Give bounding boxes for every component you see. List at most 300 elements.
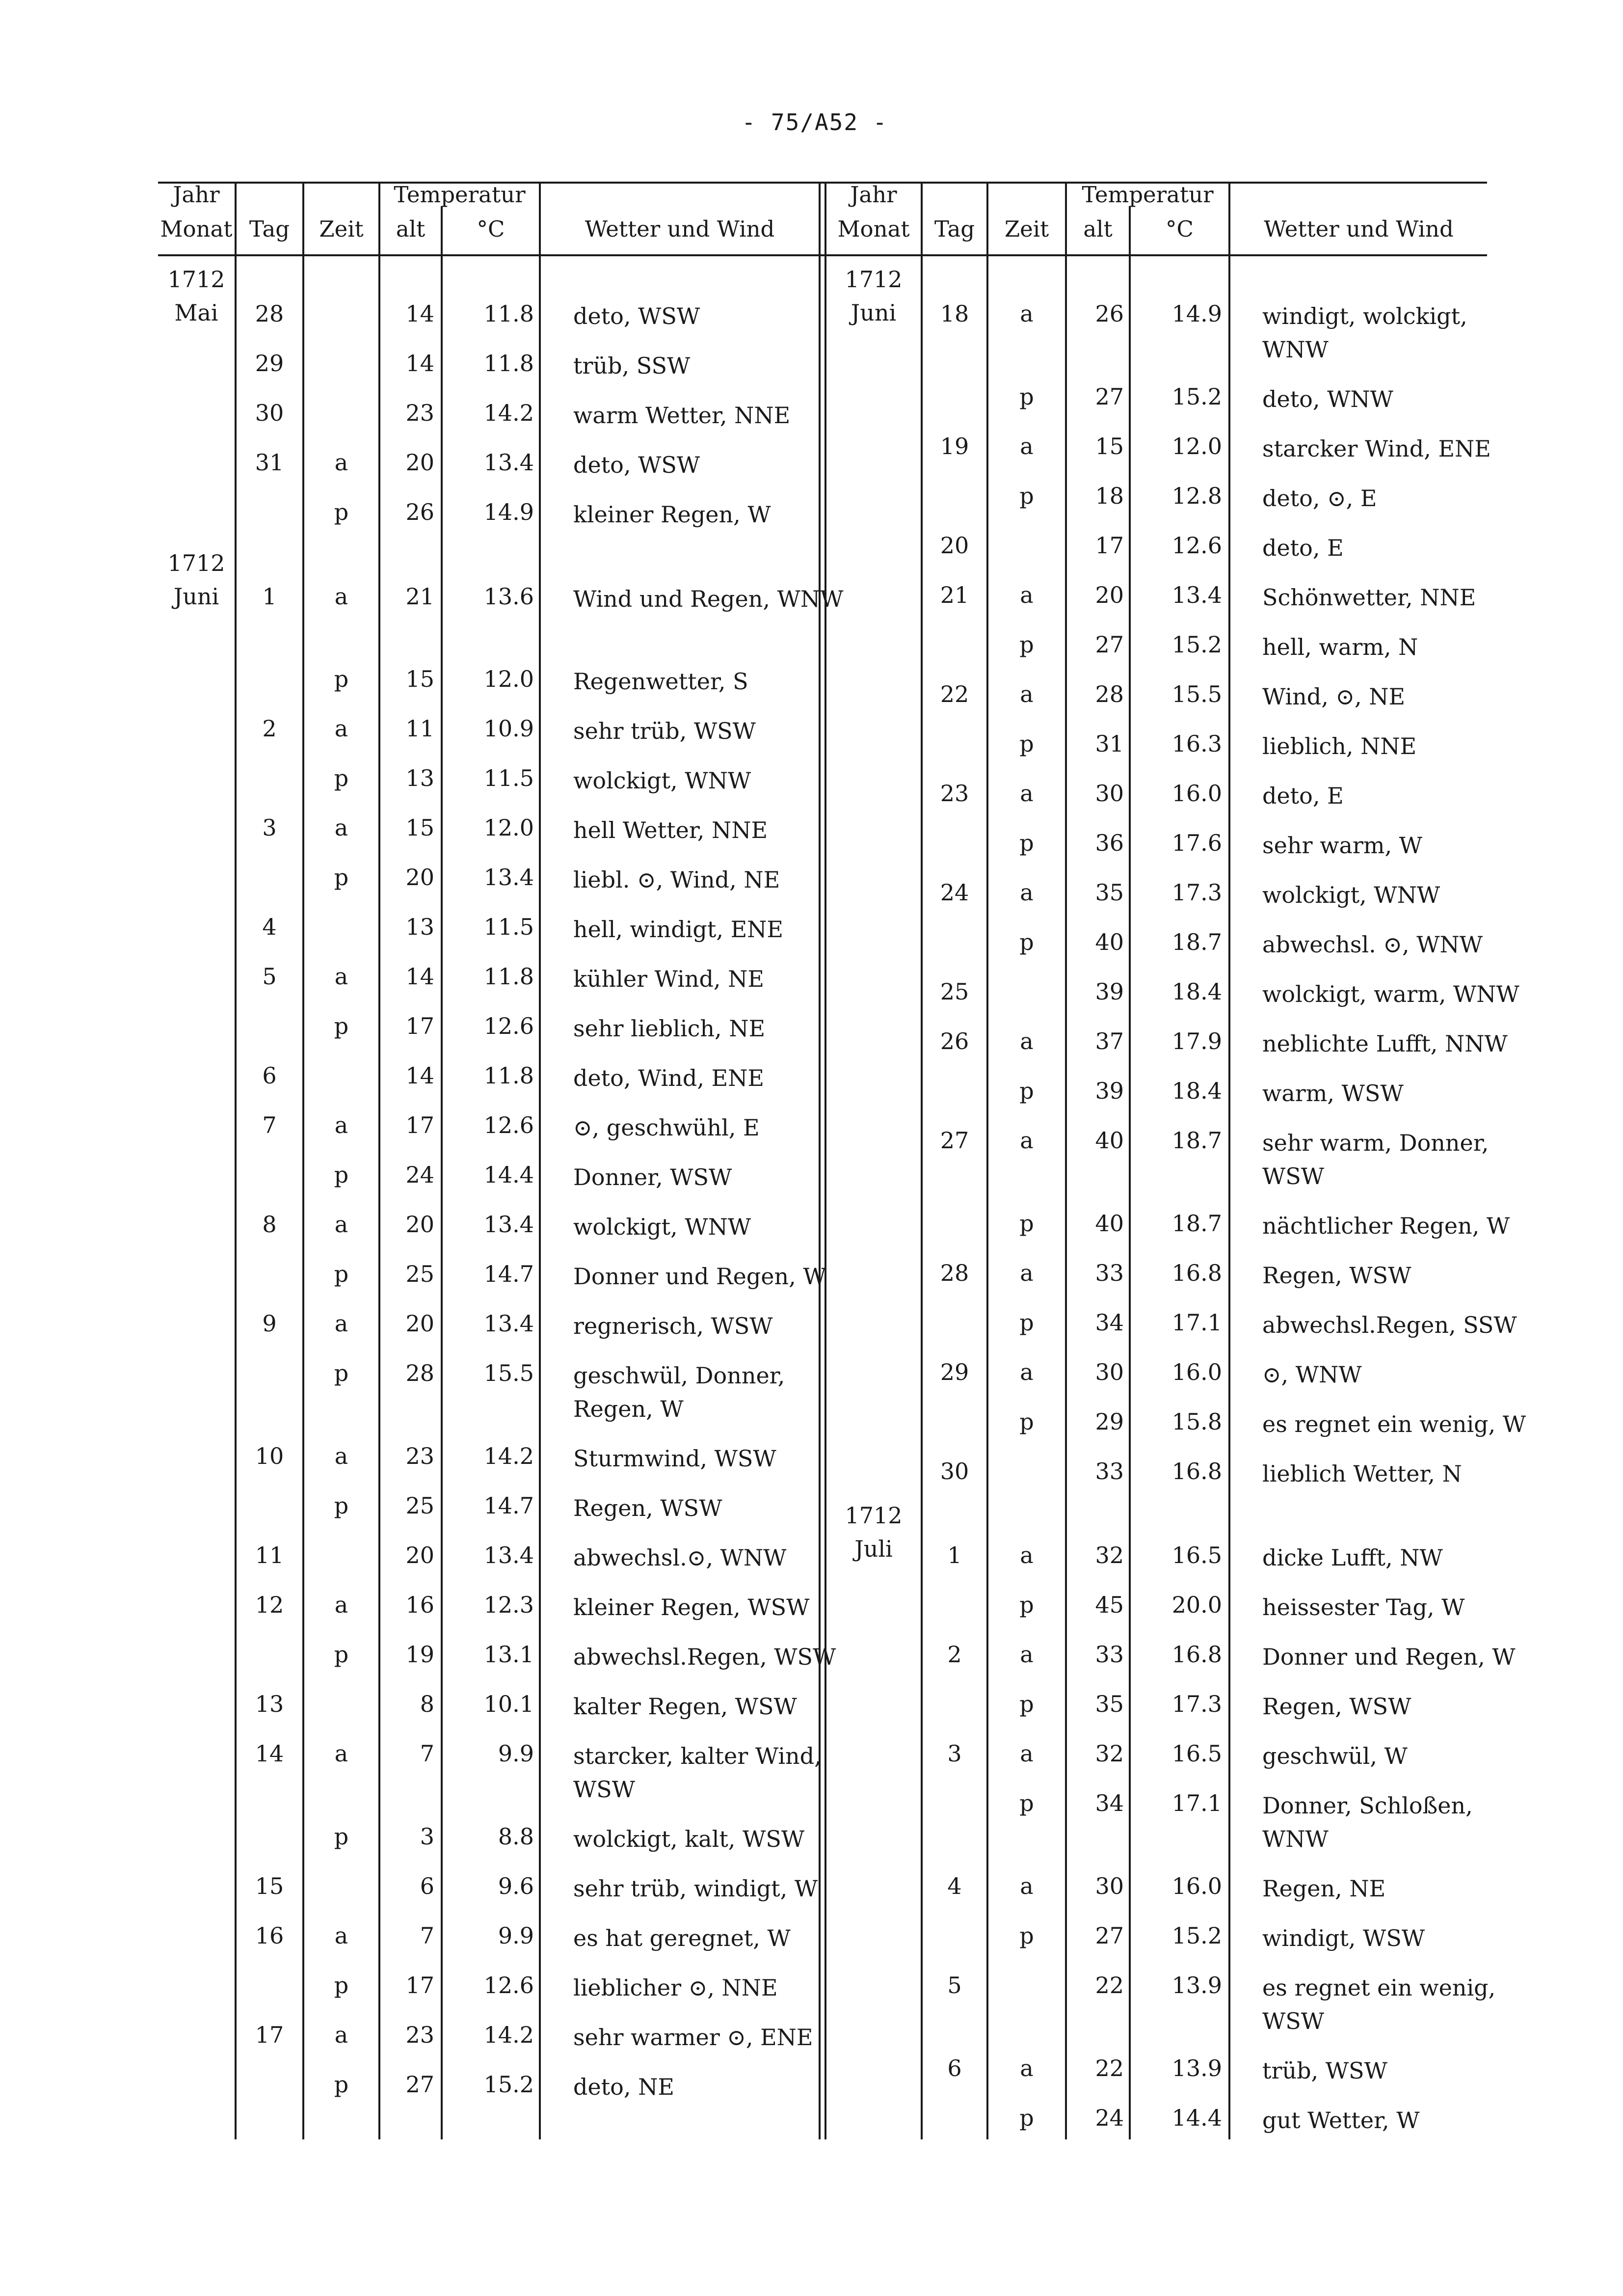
left-zeit-cell: a (334, 715, 348, 742)
right-tag-cell: 25 (940, 978, 969, 1005)
left-temp-celsius-cell: 9.9 (498, 1922, 534, 1949)
left-weather-cell: kleiner Regen, W (573, 501, 771, 528)
right-weather-cell: deto, E (1262, 535, 1344, 561)
header-zeit-right: Zeit (1004, 216, 1049, 242)
right-temp-alt-cell: 15 (1095, 433, 1124, 459)
left-temp-celsius-cell: 15.2 (483, 2071, 534, 2098)
right-zeit-cell: a (1020, 1740, 1034, 1767)
right-temp-alt-cell: 32 (1095, 1542, 1124, 1568)
left-weather-cell: liebl. ⊙, Wind, NE (573, 866, 780, 893)
left-tag-cell: 29 (255, 350, 284, 377)
left-temp-celsius-cell: 12.6 (483, 1972, 534, 1999)
left-zeit-cell: p (334, 1823, 349, 1850)
left-temp-celsius-cell: 12.0 (483, 666, 534, 692)
left-temp-alt-cell: 11 (405, 715, 434, 742)
right-zeit-cell: p (1019, 483, 1034, 509)
right-temp-alt-cell: 29 (1095, 1408, 1124, 1435)
right-weather-cell: windigt, wolckigt, WNW (1262, 303, 1467, 363)
left-temp-celsius-cell: 14.7 (483, 1492, 534, 1519)
left-temp-alt-cell: 21 (405, 583, 434, 610)
right-tag-cell: 6 (947, 2055, 962, 2081)
left-tag-cell: 3 (262, 814, 277, 841)
group-year-left-2: 1712 (167, 550, 225, 576)
right-zeit-cell: p (1019, 1078, 1034, 1104)
left-temp-alt-cell: 13 (405, 914, 434, 940)
left-weather-cell: wolckigt, WNW (573, 767, 751, 794)
right-weather-cell: nächtlicher Regen, W (1262, 1213, 1510, 1239)
header-zeit-left: Zeit (319, 216, 364, 242)
left-temp-alt-cell: 3 (420, 1823, 434, 1850)
left-weather-cell: kleiner Regen, WSW (573, 1594, 810, 1621)
left-tag-cell: 15 (255, 1873, 284, 1899)
left-temp-alt-cell: 6 (420, 1873, 434, 1899)
right-temp-celsius-cell: 17.3 (1171, 879, 1222, 906)
right-zeit-cell: p (1019, 1691, 1034, 1717)
right-temp-alt-cell: 45 (1095, 1592, 1124, 1618)
left-zeit-cell: a (334, 2022, 348, 2048)
right-weather-cell: Schönwetter, NNE (1262, 584, 1476, 611)
left-temp-celsius-cell: 11.5 (483, 765, 534, 791)
right-weather-cell: trüb, WSW (1262, 2057, 1387, 2084)
right-tag-cell: 4 (947, 1873, 962, 1899)
left-tag-cell: 12 (255, 1592, 284, 1618)
right-temp-alt-cell: 33 (1095, 1458, 1124, 1485)
right-zeit-cell: p (1019, 830, 1034, 856)
left-temp-celsius-cell: 14.2 (483, 1443, 534, 1469)
left-temp-celsius-cell: 12.0 (483, 814, 534, 841)
left-zeit-cell: a (334, 1310, 348, 1337)
left-weather-cell: starcker, kalter Wind, WSW (573, 1743, 822, 1803)
right-weather-cell: lieblich Wetter, N (1262, 1460, 1462, 1487)
left-temp-celsius-cell: 12.3 (483, 1592, 534, 1618)
right-temp-alt-cell: 34 (1095, 1309, 1124, 1336)
left-temp-alt-cell: 13 (405, 765, 434, 791)
left-zeit-cell: p (334, 1492, 349, 1519)
right-temp-celsius-cell: 15.5 (1171, 681, 1222, 707)
right-zeit-cell: a (1020, 1641, 1034, 1668)
right-weather-cell: neblichte Lufft, NNW (1262, 1030, 1508, 1057)
right-temp-alt-cell: 39 (1095, 1078, 1124, 1104)
right-temp-alt-cell: 39 (1095, 978, 1124, 1005)
left-tag-cell: 7 (262, 1112, 277, 1138)
left-temp-celsius-cell: 9.9 (498, 1740, 534, 1767)
right-temp-celsius-cell: 14.9 (1171, 300, 1222, 327)
right-temp-celsius-cell: 16.0 (1171, 1359, 1222, 1385)
right-temp-alt-cell: 35 (1095, 1691, 1124, 1717)
right-temp-alt-cell: 28 (1095, 681, 1124, 707)
left-zeit-cell: a (334, 583, 348, 610)
left-weather-cell: Regenwetter, S (573, 668, 748, 695)
header-temperatur-right: Temperatur (1082, 182, 1214, 208)
right-zeit-cell: a (1020, 1028, 1034, 1054)
right-weather-cell: lieblich, NNE (1262, 733, 1417, 759)
right-tag-cell: 5 (947, 1972, 962, 1999)
right-weather-cell: dicke Lufft, NW (1262, 1544, 1443, 1571)
left-temp-alt-cell: 20 (405, 864, 434, 891)
right-temp-celsius-cell: 13.4 (1171, 582, 1222, 608)
right-temp-alt-cell: 27 (1095, 383, 1124, 410)
right-weather-cell: es regnet ein wenig, W (1262, 1411, 1526, 1437)
header-jahr-right: Jahr (850, 182, 897, 208)
left-temp-celsius-cell: 13.4 (483, 864, 534, 891)
right-zeit-cell: p (1019, 1309, 1034, 1336)
left-zeit-cell: a (334, 449, 348, 476)
left-temp-celsius-cell: 11.8 (483, 350, 534, 377)
right-tag-cell: 30 (940, 1458, 969, 1485)
right-zeit-cell: a (1020, 1127, 1034, 1154)
right-tag-cell: 23 (940, 780, 969, 807)
right-temp-celsius-cell: 18.7 (1171, 1210, 1222, 1237)
right-temp-celsius-cell: 12.8 (1171, 483, 1222, 509)
left-temp-celsius-cell: 13.6 (483, 583, 534, 610)
left-temp-celsius-cell: 14.9 (483, 499, 534, 525)
right-weather-cell: deto, E (1262, 783, 1344, 809)
right-temp-celsius-cell: 13.9 (1171, 2055, 1222, 2081)
header-monat-right: Monat (837, 216, 910, 242)
right-zeit-cell: a (1020, 300, 1034, 327)
right-temp-celsius-cell: 12.6 (1171, 532, 1222, 559)
right-tag-cell: 19 (940, 433, 969, 459)
right-temp-alt-cell: 20 (1095, 582, 1124, 608)
right-temp-alt-cell: 24 (1095, 2105, 1124, 2131)
right-temp-celsius-cell: 20.0 (1171, 1592, 1222, 1618)
right-weather-cell: geschwül, W (1262, 1743, 1408, 1769)
header-wetter-right: Wetter und Wind (1264, 216, 1454, 242)
right-temp-celsius-cell: 17.6 (1171, 830, 1222, 856)
right-weather-cell: heissester Tag, W (1262, 1594, 1465, 1621)
header-jahr-left: Jahr (173, 182, 220, 208)
right-weather-cell: abwechsl.Regen, SSW (1262, 1312, 1517, 1338)
left-temp-alt-cell: 15 (405, 814, 434, 841)
right-weather-cell: sehr warm, Donner, WSW (1262, 1130, 1489, 1189)
left-weather-cell: deto, WSW (573, 303, 700, 329)
right-temp-alt-cell: 37 (1095, 1028, 1124, 1054)
left-weather-cell: abwechsl.Regen, WSW (573, 1644, 836, 1670)
right-weather-cell: abwechsl. ⊙, WNW (1262, 931, 1483, 958)
left-temp-alt-cell: 14 (405, 1062, 434, 1089)
left-zeit-cell: p (334, 1261, 349, 1287)
left-zeit-cell: p (334, 1972, 349, 1999)
right-temp-celsius-cell: 17.9 (1171, 1028, 1222, 1054)
left-temp-celsius-cell: 13.1 (483, 1641, 534, 1668)
left-temp-alt-cell: 14 (405, 300, 434, 327)
right-weather-cell: Regen, NE (1262, 1875, 1386, 1902)
right-temp-celsius-cell: 16.8 (1171, 1641, 1222, 1668)
group-year-left-1: 1712 (167, 266, 225, 293)
right-temp-celsius-cell: 16.5 (1171, 1542, 1222, 1568)
left-tag-cell: 16 (255, 1922, 284, 1949)
left-zeit-cell: a (334, 1740, 348, 1767)
left-temp-celsius-cell: 13.4 (483, 1211, 534, 1238)
left-temp-alt-cell: 7 (420, 1922, 434, 1949)
right-temp-alt-cell: 36 (1095, 830, 1124, 856)
left-zeit-cell: p (334, 666, 349, 692)
right-zeit-cell: a (1020, 1260, 1034, 1286)
left-tag-cell: 10 (255, 1443, 284, 1469)
left-weather-cell: sehr trüb, WSW (573, 718, 756, 744)
left-temp-celsius-cell: 14.2 (483, 2022, 534, 2048)
right-tag-cell: 20 (940, 532, 969, 559)
right-weather-cell: deto, WNW (1262, 386, 1393, 412)
header-monat-left: Monat (160, 216, 233, 242)
header-temperatur-left: Temperatur (394, 182, 526, 208)
right-temp-alt-cell: 27 (1095, 631, 1124, 658)
right-tag-cell: 1 (947, 1542, 962, 1568)
right-tag-cell: 2 (947, 1641, 962, 1668)
left-weather-cell: deto, Wind, ENE (573, 1065, 765, 1091)
left-temp-celsius-cell: 11.8 (483, 963, 534, 990)
right-temp-alt-cell: 40 (1095, 1127, 1124, 1154)
right-weather-cell: deto, ⊙, E (1262, 485, 1377, 512)
left-weather-cell: geschwül, Donner, Regen, W (573, 1362, 785, 1422)
right-zeit-cell: p (1019, 730, 1034, 757)
header-celsius-right: °C (1166, 216, 1194, 242)
right-weather-cell: wolckigt, warm, WNW (1262, 981, 1519, 1007)
left-weather-cell: Sturmwind, WSW (573, 1445, 776, 1472)
right-temp-alt-cell: 40 (1095, 929, 1124, 955)
left-temp-alt-cell: 27 (405, 2071, 434, 2098)
left-temp-alt-cell: 20 (405, 1542, 434, 1568)
right-temp-alt-cell: 22 (1095, 1972, 1124, 1999)
left-weather-cell: sehr lieblich, NE (573, 1015, 766, 1042)
left-weather-cell: kalter Regen, WSW (573, 1693, 797, 1720)
right-weather-cell: Donner, Schloßen, WNW (1262, 1792, 1473, 1852)
right-zeit-cell: a (1020, 1542, 1034, 1568)
left-zeit-cell: a (334, 1112, 348, 1138)
right-zeit-cell: p (1019, 2105, 1034, 2131)
right-zeit-cell: a (1020, 1359, 1034, 1385)
left-weather-cell: deto, NE (573, 2074, 674, 2100)
left-temp-alt-cell: 25 (405, 1492, 434, 1519)
right-zeit-cell: p (1019, 1408, 1034, 1435)
right-temp-celsius-cell: 12.0 (1171, 433, 1222, 459)
right-weather-cell: warm, WSW (1262, 1080, 1404, 1107)
left-temp-alt-cell: 23 (405, 400, 434, 426)
left-weather-cell: deto, WSW (573, 452, 700, 478)
right-zeit-cell: a (1020, 681, 1034, 707)
right-temp-celsius-cell: 18.7 (1171, 1127, 1222, 1154)
right-zeit-cell: a (1020, 780, 1034, 807)
left-zeit-cell: p (334, 1360, 349, 1386)
right-weather-cell: hell, warm, N (1262, 634, 1418, 660)
right-temp-celsius-cell: 17.1 (1171, 1790, 1222, 1816)
left-temp-celsius-cell: 14.7 (483, 1261, 534, 1287)
header-tag-right: Tag (934, 216, 975, 242)
left-weather-cell: warm Wetter, NNE (573, 402, 791, 429)
left-temp-celsius-cell: 11.8 (483, 300, 534, 327)
left-temp-alt-cell: 16 (405, 1592, 434, 1618)
right-temp-celsius-cell: 13.9 (1171, 1972, 1222, 1999)
left-tag-cell: 2 (262, 715, 277, 742)
group-month-left-2: Juni (173, 583, 219, 610)
left-tag-cell: 28 (255, 300, 284, 327)
right-tag-cell: 24 (940, 879, 969, 906)
left-tag-cell: 31 (255, 449, 284, 476)
right-temp-alt-cell: 33 (1095, 1260, 1124, 1286)
left-tag-cell: 5 (262, 963, 277, 990)
left-temp-alt-cell: 25 (405, 1261, 434, 1287)
right-temp-celsius-cell: 14.4 (1171, 2105, 1222, 2131)
left-zeit-cell: p (334, 765, 349, 791)
left-weather-cell: hell Wetter, NNE (573, 817, 768, 843)
left-weather-cell: wolckigt, kalt, WSW (573, 1826, 805, 1852)
left-zeit-cell: p (334, 1013, 349, 1039)
left-temp-celsius-cell: 11.8 (483, 1062, 534, 1089)
right-tag-cell: 28 (940, 1260, 969, 1286)
right-temp-alt-cell: 26 (1095, 300, 1124, 327)
left-temp-celsius-cell: 13.4 (483, 449, 534, 476)
right-zeit-cell: a (1020, 2055, 1034, 2081)
right-temp-celsius-cell: 17.1 (1171, 1309, 1222, 1336)
right-weather-cell: ⊙, WNW (1262, 1361, 1362, 1388)
left-temp-celsius-cell: 10.9 (483, 715, 534, 742)
right-weather-cell: wolckigt, WNW (1262, 882, 1440, 908)
right-temp-celsius-cell: 16.8 (1171, 1458, 1222, 1485)
left-zeit-cell: p (334, 2071, 349, 2098)
left-weather-cell: lieblicher ⊙, NNE (573, 1974, 778, 2001)
left-zeit-cell: p (334, 499, 349, 525)
right-zeit-cell: p (1019, 1210, 1034, 1237)
right-temp-alt-cell: 30 (1095, 1359, 1124, 1385)
right-weather-cell: Regen, WSW (1262, 1693, 1411, 1720)
left-temp-alt-cell: 17 (405, 1112, 434, 1138)
right-temp-alt-cell: 18 (1095, 483, 1124, 509)
right-zeit-cell: p (1019, 1592, 1034, 1618)
left-weather-cell: Regen, WSW (573, 1495, 722, 1521)
left-weather-cell: Wind und Regen, WNW (573, 586, 844, 612)
left-tag-cell: 11 (255, 1542, 284, 1568)
left-tag-cell: 13 (255, 1691, 284, 1717)
header-tag-left: Tag (249, 216, 290, 242)
left-temp-celsius-cell: 11.5 (483, 914, 534, 940)
left-temp-alt-cell: 8 (420, 1691, 434, 1717)
left-zeit-cell: a (334, 1592, 348, 1618)
left-tag-cell: 4 (262, 914, 277, 940)
left-temp-alt-cell: 23 (405, 1443, 434, 1469)
left-temp-alt-cell: 14 (405, 350, 434, 377)
left-temp-celsius-cell: 13.4 (483, 1310, 534, 1337)
right-tag-cell: 21 (940, 582, 969, 608)
right-zeit-cell: p (1019, 1922, 1034, 1949)
right-temp-celsius-cell: 16.5 (1171, 1740, 1222, 1767)
right-temp-alt-cell: 27 (1095, 1922, 1124, 1949)
left-temp-celsius-cell: 15.5 (483, 1360, 534, 1386)
right-temp-celsius-cell: 15.2 (1171, 1922, 1222, 1949)
left-weather-cell: Donner, WSW (573, 1164, 732, 1190)
header-alt-right: alt (1083, 216, 1113, 242)
right-zeit-cell: p (1019, 929, 1034, 955)
right-tag-cell: 27 (940, 1127, 969, 1154)
right-tag-cell: 3 (947, 1740, 962, 1767)
right-weather-cell: Donner und Regen, W (1262, 1644, 1516, 1670)
right-tag-cell: 26 (940, 1028, 969, 1054)
left-temp-alt-cell: 24 (405, 1162, 434, 1188)
right-temp-alt-cell: 17 (1095, 532, 1124, 559)
left-zeit-cell: a (334, 1922, 348, 1949)
left-zeit-cell: p (334, 864, 349, 891)
right-temp-alt-cell: 22 (1095, 2055, 1124, 2081)
right-weather-cell: Wind, ⊙, NE (1262, 683, 1406, 710)
left-temp-alt-cell: 19 (405, 1641, 434, 1668)
right-temp-celsius-cell: 18.4 (1171, 1078, 1222, 1104)
left-temp-alt-cell: 7 (420, 1740, 434, 1767)
left-tag-cell: 14 (255, 1740, 284, 1767)
right-temp-celsius-cell: 18.4 (1171, 978, 1222, 1005)
right-weather-cell: windigt, WSW (1262, 1925, 1425, 1951)
right-tag-cell: 18 (940, 300, 969, 327)
left-temp-alt-cell: 20 (405, 1211, 434, 1238)
left-temp-alt-cell: 14 (405, 963, 434, 990)
right-temp-alt-cell: 33 (1095, 1641, 1124, 1668)
left-zeit-cell: a (334, 814, 348, 841)
right-zeit-cell: p (1019, 1790, 1034, 1816)
left-temp-celsius-cell: 8.8 (498, 1823, 534, 1850)
left-temp-alt-cell: 15 (405, 666, 434, 692)
left-weather-cell: sehr trüb, windigt, W (573, 1875, 818, 1902)
right-zeit-cell: p (1019, 383, 1034, 410)
right-temp-alt-cell: 34 (1095, 1790, 1124, 1816)
right-tag-cell: 22 (940, 681, 969, 707)
right-temp-alt-cell: 35 (1095, 879, 1124, 906)
header-alt-left: alt (396, 216, 426, 242)
left-zeit-cell: p (334, 1641, 349, 1668)
right-zeit-cell: a (1020, 879, 1034, 906)
right-weather-cell: es regnet ein wenig, WSW (1262, 1974, 1496, 2034)
left-weather-cell: trüb, SSW (573, 352, 691, 379)
left-weather-cell: hell, windigt, ENE (573, 916, 783, 943)
right-temp-celsius-cell: 18.7 (1171, 929, 1222, 955)
left-temp-alt-cell: 28 (405, 1360, 434, 1386)
right-temp-celsius-cell: 15.2 (1171, 383, 1222, 410)
right-tag-cell: 29 (940, 1359, 969, 1385)
right-weather-cell: starcker Wind, ENE (1262, 435, 1491, 462)
right-temp-alt-cell: 32 (1095, 1740, 1124, 1767)
header-celsius-left: °C (477, 216, 505, 242)
left-temp-celsius-cell: 14.4 (483, 1162, 534, 1188)
right-temp-celsius-cell: 16.0 (1171, 1873, 1222, 1899)
left-temp-celsius-cell: 14.2 (483, 400, 534, 426)
right-weather-cell: sehr warm, W (1262, 832, 1422, 859)
group-year-right-2: 1712 (845, 1502, 903, 1529)
left-tag-cell: 8 (262, 1211, 277, 1238)
right-temp-celsius-cell: 16.8 (1171, 1260, 1222, 1286)
left-weather-cell: regnerisch, WSW (573, 1313, 773, 1339)
left-zeit-cell: a (334, 1211, 348, 1238)
left-tag-cell: 17 (255, 2022, 284, 2048)
right-temp-celsius-cell: 16.3 (1171, 730, 1222, 757)
right-temp-alt-cell: 31 (1095, 730, 1124, 757)
left-temp-celsius-cell: 9.6 (498, 1873, 534, 1899)
header-wetter-left: Wetter und Wind (585, 216, 775, 242)
right-zeit-cell: a (1020, 1873, 1034, 1899)
left-tag-cell: 9 (262, 1310, 277, 1337)
right-weather-cell: Regen, WSW (1262, 1262, 1411, 1289)
left-weather-cell: kühler Wind, NE (573, 966, 765, 992)
page-title: - 75/A52 - (742, 109, 888, 135)
right-temp-alt-cell: 30 (1095, 780, 1124, 807)
right-zeit-cell: a (1020, 433, 1034, 459)
right-temp-celsius-cell: 15.2 (1171, 631, 1222, 658)
left-temp-alt-cell: 20 (405, 449, 434, 476)
group-month-right-1: Juni (851, 299, 897, 326)
left-tag-cell: 6 (262, 1062, 277, 1089)
left-temp-celsius-cell: 13.4 (483, 1542, 534, 1568)
left-temp-alt-cell: 23 (405, 2022, 434, 2048)
left-temp-celsius-cell: 12.6 (483, 1013, 534, 1039)
right-zeit-cell: p (1019, 631, 1034, 658)
left-zeit-cell: p (334, 1162, 349, 1188)
left-weather-cell: Donner und Regen, W (573, 1263, 826, 1290)
